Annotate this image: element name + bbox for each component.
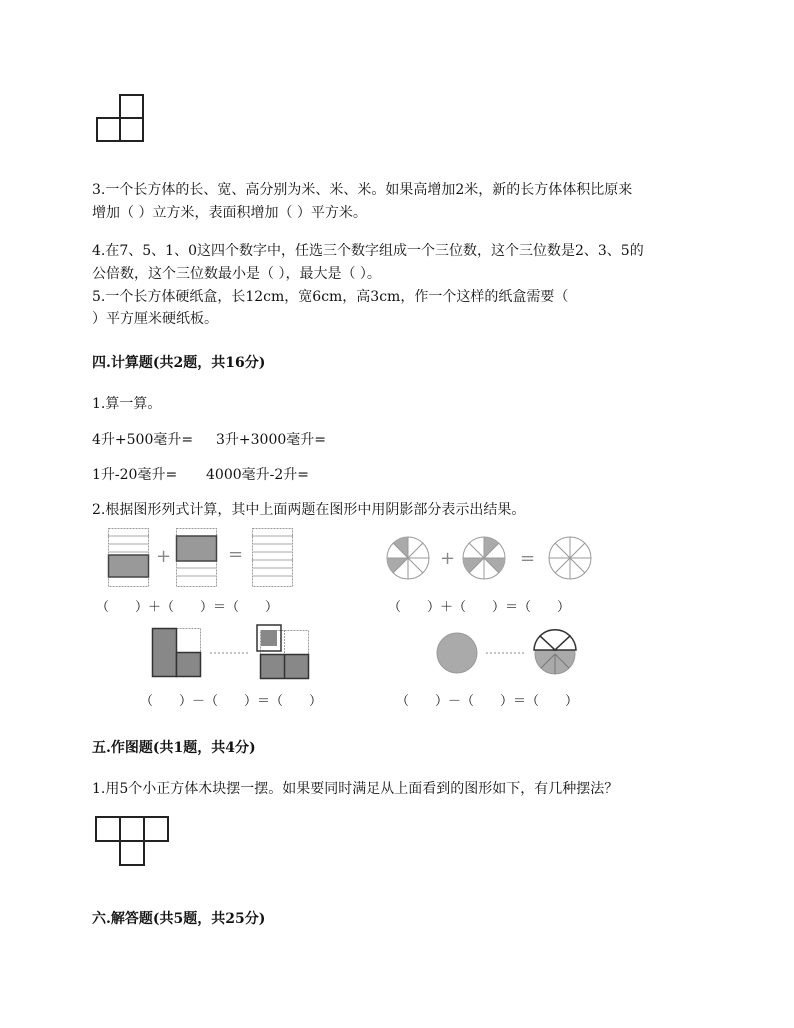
circle-eighths-1 bbox=[386, 536, 432, 582]
circle-cut-pieces bbox=[532, 630, 580, 678]
q5-line2: ）平方厘米硬纸板。 bbox=[92, 311, 218, 327]
paren-row-add-right: （ ）＋（ ）＝（ ） bbox=[388, 600, 571, 615]
square-grid-1 bbox=[152, 628, 204, 680]
circle-eighths-3 bbox=[548, 536, 594, 582]
dotted-connector-2 bbox=[486, 651, 526, 655]
section4-title: 四.计算题(共2题，共16分) bbox=[92, 355, 266, 371]
plus-sign-1: + bbox=[156, 546, 172, 567]
striped-rect-2 bbox=[176, 528, 218, 590]
top-view-shape-t bbox=[95, 816, 171, 868]
q5-line1: 5.一个长方体硬纸盒，长12cm，宽6cm，高3cm，作一个这样的纸盒需要（ bbox=[92, 289, 569, 305]
section5-title: 五.作图题(共1题，共4分) bbox=[92, 740, 256, 756]
paren-row-sub-left: （ ）－（ ）＝（ ） bbox=[140, 694, 323, 709]
section4-q2-title: 2.根据图形列式计算，其中上面两题在图形中用阴影部分表示出结果。 bbox=[92, 502, 526, 518]
q4-line2: 公倍数，这个三位数最小是（ ），最大是（ ）。 bbox=[92, 266, 381, 282]
q3-line1: 3.一个长方体的长、宽、高分别为米、米、米。如果高增加2米，新的长方体体积比原来 bbox=[92, 182, 633, 198]
section5-q1: 1.用5个小正方体木块摆一摆。如果要同时满足从上面看到的图形如下，有几种摆法？ bbox=[92, 781, 619, 797]
top-view-shape-top bbox=[96, 94, 148, 144]
calc-row1-b: 3升+3000毫升= bbox=[216, 432, 326, 448]
circle-eighths-2 bbox=[462, 536, 508, 582]
square-grid-2 bbox=[256, 624, 312, 682]
dotted-connector-1 bbox=[210, 651, 250, 655]
equals-sign-1: = bbox=[228, 544, 244, 565]
calc-row2-b: 4000毫升-2升= bbox=[206, 467, 309, 483]
paren-row-add-left: （ ）＋（ ）＝（ ） bbox=[96, 600, 279, 615]
q4-line1: 4.在7、5、1、0这四个数字中，任选三个数字组成一个三位数，这个三位数是2、3、5的 bbox=[92, 243, 644, 259]
calc-row2-a: 1升-20毫升= bbox=[92, 467, 178, 483]
striped-rect-3 bbox=[252, 528, 294, 590]
calc-row1-a: 4升+500毫升= bbox=[92, 432, 194, 448]
plus-sign-2: + bbox=[440, 548, 456, 569]
shaded-circle bbox=[436, 632, 480, 676]
striped-rect-1 bbox=[108, 528, 150, 590]
equals-sign-2: = bbox=[520, 548, 536, 569]
paren-row-sub-right: （ ）－（ ）＝（ ） bbox=[396, 694, 579, 709]
section6-title: 六.解答题(共5题，共25分) bbox=[92, 911, 266, 927]
section4-q1-title: 1.算一算。 bbox=[92, 396, 162, 412]
q3-line2: 增加（ ）立方米，表面积增加（ ）平方米。 bbox=[92, 205, 367, 221]
